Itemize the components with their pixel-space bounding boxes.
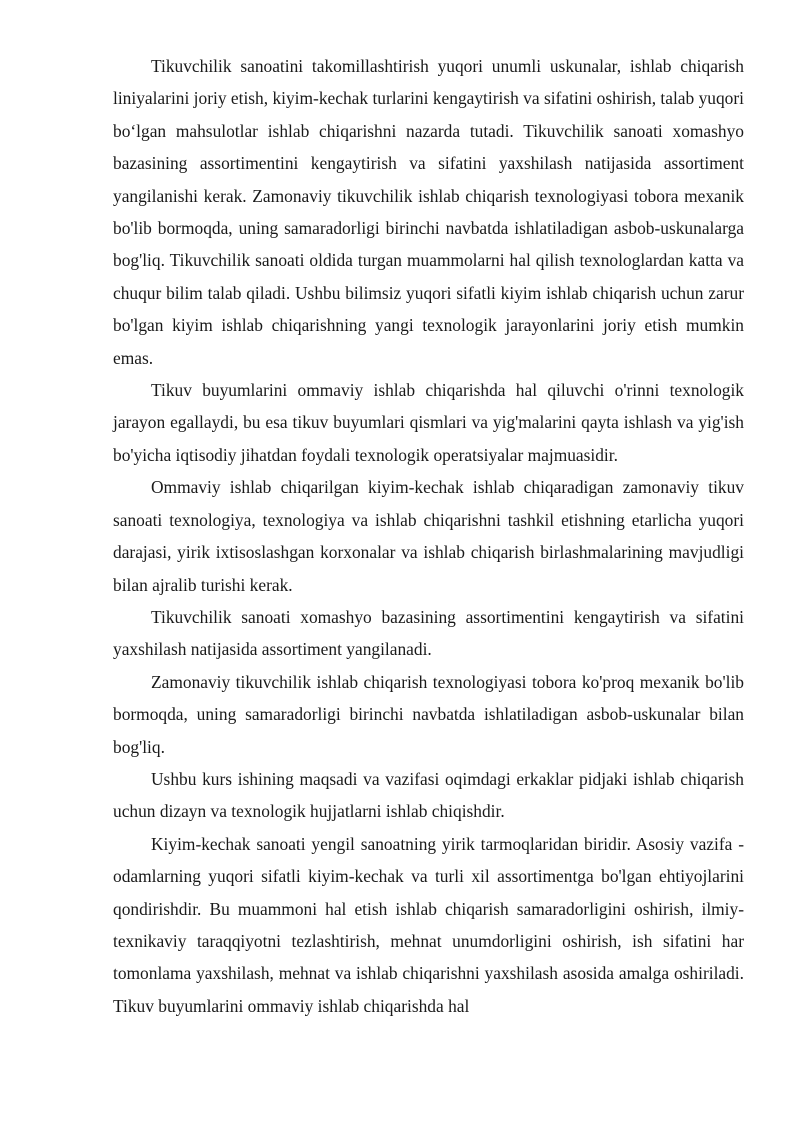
paragraph-2: Tikuv buyumlarini ommaviy ishlab chiqarishda hal qiluvchi o'rinni texnologik jarayon egallaydi, bu esa tikuv buyumlari qismlari va yig'malarini qayta ishlash va yig'ish bo'yicha iqtisodiy jihatdan foydali texnologik operatsiyalar majmuasidir. <box>113 380 744 465</box>
paragraph-3: Ommaviy ishlab chiqarilgan kiyim-kechak ishlab chiqaradigan zamonaviy tikuv sanoati texnologiya, texnologiya va ishlab chiqarishni tashkil etishning etarlicha yuqori darajasi, yirik ixtisoslashgan korxonalar va ishlab chiqarish birlashmalarining mavjudligi bilan ajralib turishi kerak. <box>113 477 744 595</box>
paragraph-6: Ushbu kurs ishining maqsadi va vazifasi oqimdagi erkaklar pidjaki ishlab chiqarish uchun dizayn va texnologik hujjatlarni ishlab chiqishdir. <box>113 768 744 822</box>
paragraph-1: Tikuvchilik sanoatini takomillashtirish yuqori unumli uskunalar, ishlab chiqarish liniyalarini joriy etish, kiyim-kechak turlarini kengaytirish va sifatini oshirish, talab yuqori bo‘lgan mahsulotlar ishlab chiqarishni nazarda tutadi. Tikuvchilik sanoati xomashyo bazasining assortimentini kengaytirish va sifatini yaxshilash natijasida assortiment yangilanishi kerak. Zamonaviy tikuvchilik ishlab chiqarish texnologiyasi tobora mexanik bo'lib bormoqda, uning samaradorligi birinchi navbatda ishlatiladigan asbob-uskunalarga bog'liq. Tikuvchilik sanoati oldida turgan muammolarni hal qilish texnologlardan katta va chuqur bilim talab qiladi. Ushbu bilimsiz yuqori sifatli kiyim ishlab chiqarish uchun zarur bo'lgan kiyim ishlab chiqarishning yangi texnologik jarayonlarini joriy etish mumkin emas. <box>113 56 744 368</box>
paragraph-4: Tikuvchilik sanoati xomashyo bazasining assortimentini kengaytirish va sifatini yaxshilash natijasida assortiment yangilanadi. <box>113 606 744 660</box>
paragraph-7: Kiyim-kechak sanoati yengil sanoatning yirik tarmoqlaridan biridir. Asosiy vazifa - odamlarning yuqori sifatli kiyim-kechak va turli xil assortimentga bo'lgan ehtiyojlarini qondirishdir. Bu muammoni hal etish ishlab chiqarish samaradorligini oshirish, ilmiy-texnikaviy taraqqiyotni tezlashtirish, mehnat unumdorligini oshirish, ish sifatini har tomonlama yaxshilash, mehnat va ishlab chiqarishni yaxshilash asosida amalga oshiriladi. Tikuv buyumlarini ommaviy ishlab chiqarishda hal <box>113 833 744 1016</box>
document-body <box>113 50 744 1022</box>
paragraph-5: Zamonaviy tikuvchilik ishlab chiqarish texnologiyasi tobora ko'proq mexanik bo'lib bormoqda, uning samaradorligi birinchi navbatda ishlatiladigan asbob-uskunalar bilan bog'liq. <box>113 671 744 757</box>
